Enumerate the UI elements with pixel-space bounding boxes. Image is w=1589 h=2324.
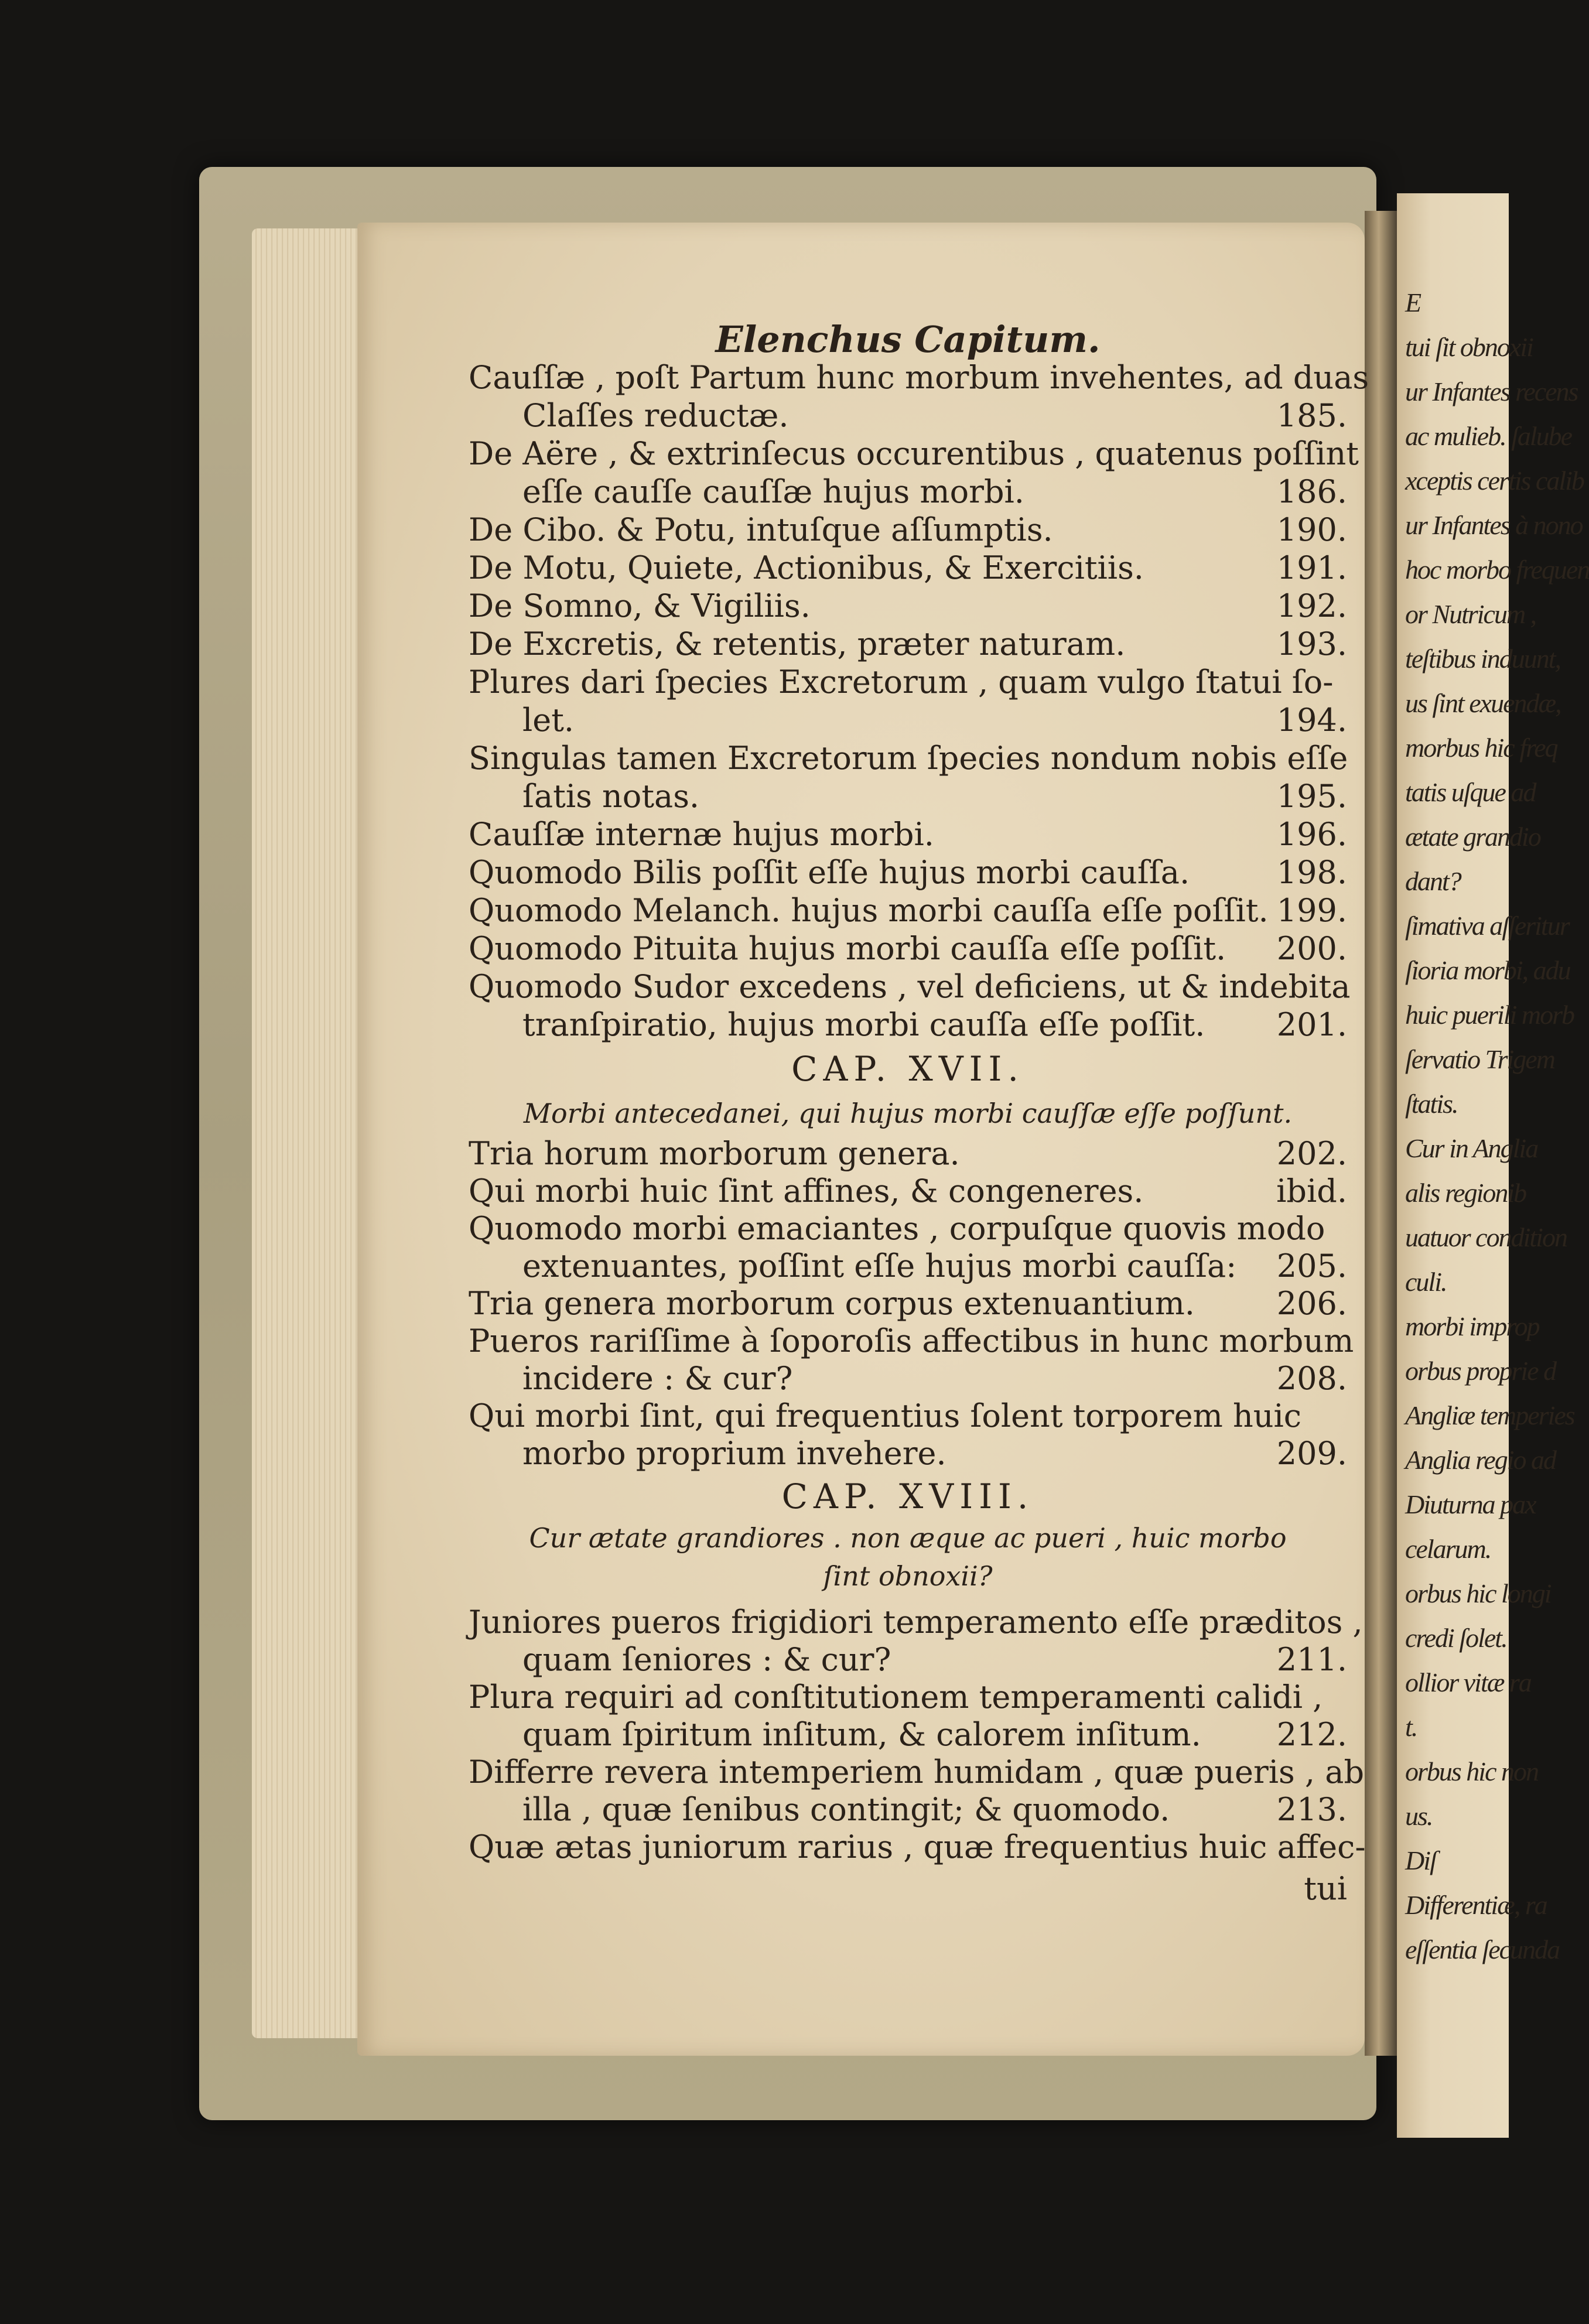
- entry-page-number: 190.: [1276, 511, 1347, 548]
- entry-page-number: 196.: [1276, 816, 1347, 853]
- facing-page-fragment: ur Infantes recens: [1405, 377, 1578, 406]
- index-entry: [469, 700, 1347, 741]
- entry-text: Cauſſæ internæ hujus morbi.: [469, 816, 934, 853]
- facing-page-fragment: orbus proprie d: [1405, 1356, 1556, 1386]
- entry-text: quam ſeniores : & cur?: [522, 1641, 891, 1678]
- index-entry: [469, 586, 1347, 627]
- entry-page-number: 201.: [1276, 1006, 1347, 1043]
- facing-page-fragment: orbus hic longi: [1405, 1578, 1551, 1608]
- facing-page-fragment: Anglia regio ad: [1405, 1445, 1556, 1475]
- entry-page-number: 209.: [1276, 1435, 1347, 1472]
- entry-text: Quomodo morbi emaciantes , corpuſque quovis modo: [469, 1210, 1325, 1247]
- index-entry: [469, 738, 1347, 779]
- entry-text: morbo proprium invehere.: [522, 1435, 946, 1472]
- index-entry: [469, 548, 1347, 589]
- index-entry: [469, 1639, 1347, 1680]
- entry-text: incidere : & cur?: [522, 1360, 793, 1397]
- facing-page-fragment: morbi improp: [1405, 1311, 1539, 1341]
- entry-text: Quomodo Bilis poſſit eſſe hujus morbi cauſſa.: [469, 854, 1190, 891]
- facing-page-fragment: t.: [1405, 1712, 1417, 1742]
- index-entry: [469, 471, 1347, 512]
- entry-text: let.: [522, 702, 575, 739]
- facing-page-fragment: morbus hic freq: [1405, 733, 1557, 763]
- facing-page-fragment: ætate grandio: [1405, 822, 1540, 852]
- index-entry: [469, 1004, 1347, 1045]
- facing-page-fragment: teſtibus induunt,: [1405, 644, 1560, 674]
- index-entry: [469, 1677, 1347, 1718]
- index-entry: [469, 1358, 1347, 1399]
- entry-text: Quæ ætas juniorum rarius , quæ frequentius huic affec-: [469, 1829, 1366, 1865]
- entry-text: Claſſes reductæ.: [522, 397, 789, 434]
- entry-text: Tria horum morborum genera.: [469, 1135, 960, 1172]
- facing-page-fragment: Diſ: [1405, 1845, 1436, 1875]
- index-entry: [469, 1321, 1354, 1362]
- entry-page-number: 199.: [1276, 892, 1347, 929]
- running-head: Elenchus Capitum.: [715, 318, 1101, 361]
- entry-page-number: 198.: [1276, 854, 1347, 891]
- chapter-18-subtitle-2: ſint obnoxii?: [823, 1560, 993, 1592]
- facing-page: [1397, 193, 1589, 2138]
- index-entry: [469, 1283, 1347, 1324]
- facing-page-fragment: credi ſolet.: [1405, 1623, 1507, 1653]
- chapter-18-heading: CAP. XVIII.: [781, 1477, 1034, 1516]
- entry-text: quam ſpiritum inſitum, & calorem inſitum.: [522, 1716, 1201, 1753]
- index-entry: [469, 510, 1347, 551]
- entry-text: Quomodo Melanch. hujus morbi cauſſa eſſe poſſit.: [469, 892, 1269, 929]
- entry-text: Plura requiri ad conſtitutionem temperamenti calidi ,: [469, 1679, 1323, 1715]
- index-entry: [469, 1602, 1363, 1643]
- index-entry: [469, 966, 1351, 1007]
- facing-page-fragment: uatuor condition: [1405, 1222, 1567, 1252]
- catchword-line: [469, 1868, 1347, 1909]
- entry-page-number: 195.: [1276, 778, 1347, 815]
- entry-text: ſatis notas.: [522, 778, 700, 815]
- facing-page-fragment: xceptis certis calib: [1405, 466, 1584, 495]
- entry-text: Singulas tamen Excretorum ſpecies nondum nobis eſſe: [469, 740, 1348, 777]
- entry-text: Cauſſæ , poſt Partum hunc morbum invehentes, ad duas: [469, 359, 1369, 396]
- index-entry: [469, 395, 1347, 436]
- facing-page-fragment: dant?: [1405, 866, 1461, 896]
- entry-page-number: 194.: [1276, 702, 1347, 739]
- facing-page-fragment: or Nutricum ,: [1405, 599, 1536, 629]
- facing-page-fragment: ſervatio Trigem: [1405, 1044, 1554, 1074]
- entry-text: extenuantes, poſſint eſſe hujus morbi cauſſa:: [522, 1248, 1237, 1284]
- entry-text: Quomodo Pituita hujus morbi cauſſa eſſe poſſit.: [469, 930, 1226, 967]
- facing-page-fragment: Diuturna pax: [1405, 1489, 1536, 1519]
- facing-page-fragment: ur Infantes à nono: [1405, 510, 1583, 540]
- entry-page-number: 185.: [1276, 397, 1347, 434]
- entry-text: Plures dari ſpecies Excretorum , quam vulgo ſtatui ſo-: [469, 664, 1334, 700]
- facing-page-fragment: hoc morbo frequen: [1405, 555, 1589, 585]
- entry-text: tranſpiratio, hujus morbi cauſſa eſſe poſſit.: [522, 1006, 1205, 1043]
- entry-page-number: 191.: [1276, 549, 1347, 586]
- index-entry: [469, 1714, 1347, 1755]
- entry-text: Differre revera intemperiem humidam , quæ pueris , ab: [469, 1754, 1365, 1790]
- index-entry: [469, 1133, 1347, 1174]
- entry-page-number: 213.: [1276, 1791, 1347, 1828]
- index-entry: [469, 1433, 1347, 1474]
- facing-page-fragment: tatis uſque ad: [1405, 777, 1536, 807]
- entry-page-number: 212.: [1276, 1716, 1347, 1753]
- entry-text: Qui morbi huic ſint affines, & congeneres.: [469, 1173, 1144, 1209]
- chapter-18-subtitle-1: Cur ætate grandiores . non æque ac pueri , huic morbo: [529, 1522, 1287, 1554]
- entry-page-number: 205.: [1276, 1248, 1347, 1284]
- facing-page-fragment: ſimativa aſſeritur: [1405, 911, 1569, 941]
- facing-page-fragment: huic puerili morb: [1405, 1000, 1574, 1030]
- facing-page-fragment: ollior vitæ ra: [1405, 1667, 1531, 1697]
- entry-page-number: 202.: [1276, 1135, 1347, 1172]
- index-entry: [469, 776, 1347, 817]
- index-entry: [469, 928, 1347, 969]
- entry-page-number: 208.: [1276, 1360, 1347, 1397]
- entry-text: De Motu, Quiete, Actionibus, & Exercitiis.: [469, 549, 1144, 586]
- facing-page-fragment: celarum.: [1405, 1534, 1491, 1564]
- entry-text: Juniores pueros frigidiori temperamento eſſe præditos ,: [469, 1604, 1363, 1641]
- index-entry: [469, 890, 1347, 931]
- entry-text: eſſe cauſſe cauſſæ hujus morbi.: [522, 473, 1024, 510]
- facing-page-fragment: culi.: [1405, 1267, 1447, 1297]
- index-entry: [469, 1208, 1347, 1249]
- facing-page-fragment: alis regionib: [1405, 1178, 1526, 1208]
- book-gutter: [1365, 211, 1400, 2056]
- index-entry: [469, 1789, 1347, 1830]
- entry-page-number: 206.: [1276, 1285, 1347, 1322]
- entry-page-number: 193.: [1276, 626, 1347, 662]
- facing-page-fragment: Angliæ temperies: [1405, 1400, 1574, 1430]
- facing-page-fragment: Cur in Anglia: [1405, 1133, 1538, 1163]
- facing-page-fragment: tui ſit obnoxii: [1405, 332, 1533, 362]
- entry-text: De Cibo. & Potu, intuſque aſſumptis.: [469, 511, 1053, 548]
- chapter-17-heading: CAP. XVII.: [791, 1049, 1024, 1089]
- index-entry: [469, 1171, 1347, 1212]
- facing-page-fragment: eſſentia ſecunda: [1405, 1935, 1560, 1964]
- entry-text: Pueros rariſſime à ſoporoſis affectibus in hunc morbum: [469, 1322, 1354, 1359]
- entry-page-number: 200.: [1276, 930, 1347, 967]
- entry-page-number: 186.: [1276, 473, 1347, 510]
- entry-text: De Aëre , & extrinſecus occurentibus , quatenus poſſint: [469, 435, 1359, 472]
- entry-text: Tria genera morborum corpus extenuantium.: [469, 1285, 1195, 1322]
- facing-page-fragment: us.: [1405, 1801, 1433, 1831]
- index-entry: [469, 814, 1347, 855]
- index-entry: [469, 624, 1347, 665]
- facing-page-fragment: E: [1405, 288, 1421, 317]
- index-entry: [469, 662, 1347, 703]
- facing-page-fragment: ac mulieb. ſalube: [1405, 421, 1572, 451]
- chapter-17-subtitle: Morbi antecedanei, qui hujus morbi cauſſæ eſſe poſſunt.: [523, 1098, 1293, 1129]
- entry-text: illa , quæ ſenibus contingit; & quomodo.: [522, 1791, 1170, 1828]
- facing-page-fragment: orbus hic non: [1405, 1756, 1538, 1786]
- entry-page-number: ibid.: [1276, 1173, 1347, 1209]
- facing-page-fragment: ſtatis.: [1405, 1089, 1458, 1119]
- entry-text: De Somno, & Vigiliis.: [469, 587, 811, 624]
- index-entry: [469, 433, 1359, 474]
- facing-page-fragment: ſioria morbi, adu: [1405, 955, 1570, 985]
- facing-page-fragment: Differentiæ, ra: [1405, 1890, 1547, 1920]
- facing-page-fragment: us ſint exuendæ,: [1405, 688, 1561, 718]
- entry-text: Quomodo Sudor excedens , vel deficiens, ut & indebita: [469, 968, 1351, 1005]
- catchword: tui: [1304, 1870, 1347, 1907]
- entry-page-number: 211.: [1276, 1641, 1347, 1678]
- entry-text: De Excretis, & retentis, præter naturam.: [469, 626, 1126, 662]
- index-entry: [469, 1396, 1347, 1437]
- index-entry: [469, 357, 1369, 398]
- index-entry: [469, 1752, 1365, 1793]
- index-entry: [469, 1827, 1366, 1868]
- entry-text: Qui morbi ſint, qui frequentius ſolent torporem huic: [469, 1397, 1302, 1434]
- entry-page-number: 192.: [1276, 587, 1347, 624]
- index-entry: [469, 1246, 1347, 1287]
- index-entry: [469, 852, 1347, 893]
